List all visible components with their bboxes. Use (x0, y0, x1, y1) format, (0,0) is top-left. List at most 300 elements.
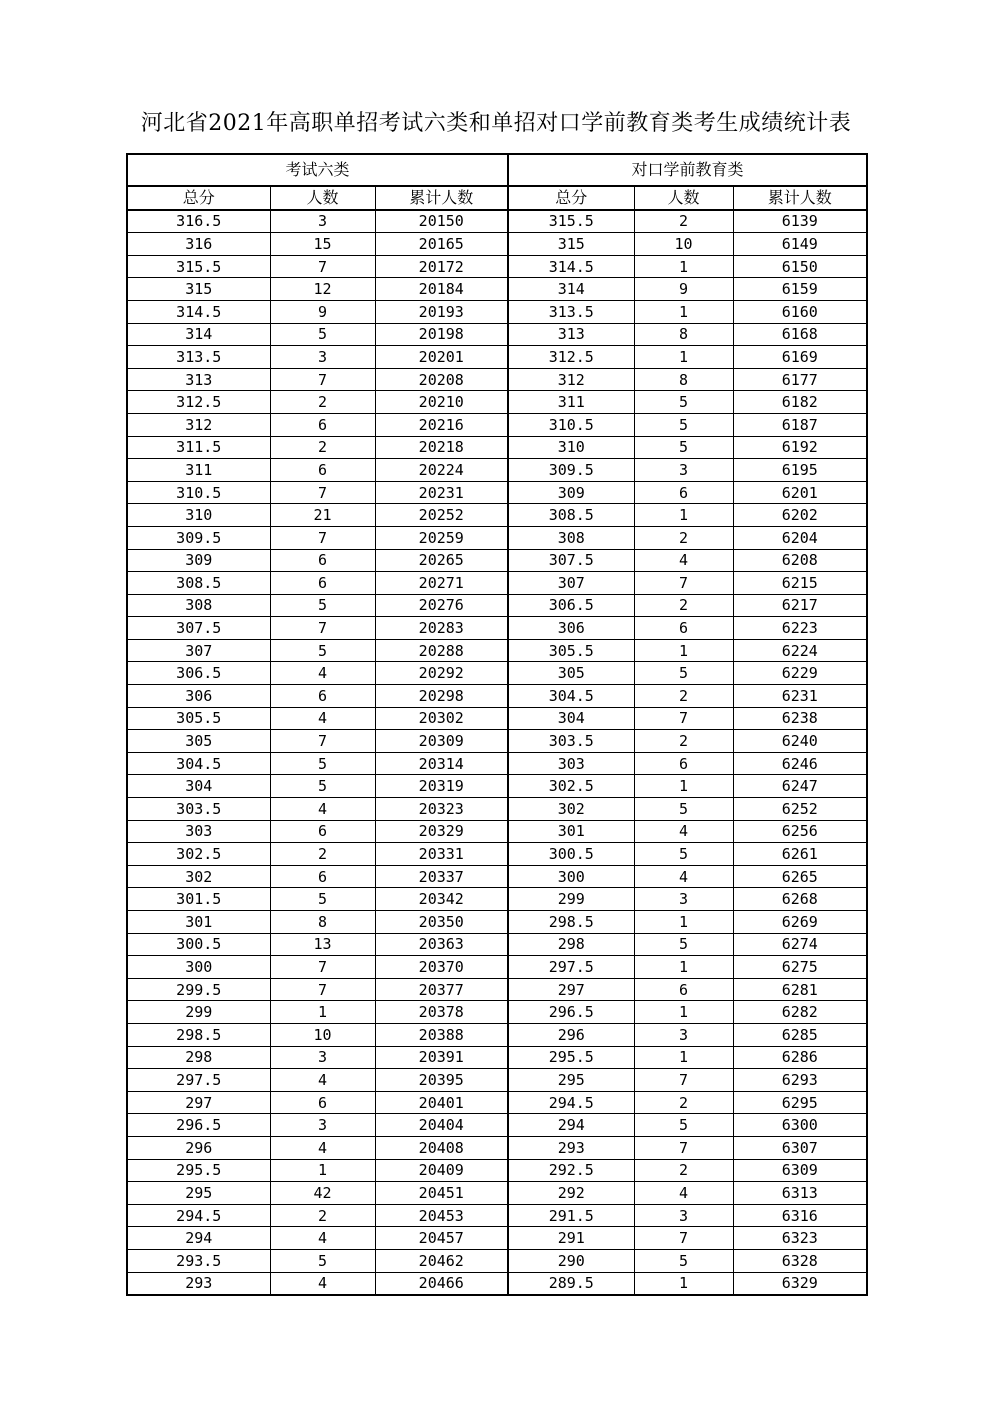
table-row (127, 549, 867, 572)
table-cell: 4 (270, 1227, 375, 1250)
table-cell: 20453 (375, 1204, 508, 1227)
table-cell: 3 (634, 459, 733, 482)
table-cell: 2 (634, 594, 733, 617)
table-cell: 7 (634, 707, 733, 730)
column-header: 人数 (634, 186, 733, 210)
table-cell: 20283 (375, 617, 508, 640)
table-cell: 4 (270, 1069, 375, 1092)
table-cell: 6150 (733, 255, 867, 278)
table-row (127, 368, 867, 391)
table-cell: 6247 (733, 775, 867, 798)
table-cell: 6300 (733, 1114, 867, 1137)
table-cell: 5 (634, 843, 733, 866)
table-cell: 304.5 (508, 685, 634, 708)
table-cell: 9 (270, 300, 375, 323)
table-cell: 2 (634, 685, 733, 708)
table-row (127, 572, 867, 595)
table-cell: 306 (508, 617, 634, 640)
table-cell: 309 (127, 549, 270, 572)
table-row (127, 1249, 867, 1272)
table-cell: 7 (270, 617, 375, 640)
table-cell: 5 (270, 888, 375, 911)
table-cell: 6285 (733, 1023, 867, 1046)
table-cell: 20150 (375, 210, 508, 233)
table-cell: 296 (508, 1023, 634, 1046)
table-cell: 301.5 (127, 888, 270, 911)
table-cell: 4 (634, 865, 733, 888)
table-cell: 20363 (375, 933, 508, 956)
table-cell: 314 (127, 323, 270, 346)
table-cell: 310 (508, 436, 634, 459)
table-cell: 3 (270, 1046, 375, 1069)
table-row (127, 481, 867, 504)
table-cell: 315.5 (127, 255, 270, 278)
table-cell: 7 (634, 1069, 733, 1092)
table-cell: 20462 (375, 1249, 508, 1272)
table-cell: 20231 (375, 481, 508, 504)
table-cell: 314.5 (127, 300, 270, 323)
table-cell: 291.5 (508, 1204, 634, 1227)
table-cell: 311.5 (127, 436, 270, 459)
table-cell: 1 (634, 1001, 733, 1024)
table-cell: 301 (508, 820, 634, 843)
table-cell: 20298 (375, 685, 508, 708)
table-cell: 6 (270, 572, 375, 595)
table-body (127, 154, 867, 1295)
table-cell: 20388 (375, 1023, 508, 1046)
table-cell: 305 (508, 662, 634, 685)
table-cell: 6 (270, 413, 375, 436)
table-cell: 302.5 (127, 843, 270, 866)
table-row (127, 504, 867, 527)
column-header: 人数 (270, 186, 375, 210)
table-cell: 5 (634, 391, 733, 414)
table-cell: 304.5 (127, 752, 270, 775)
table-cell: 7 (634, 572, 733, 595)
table-cell: 1 (634, 255, 733, 278)
table-cell: 293 (127, 1272, 270, 1295)
table-cell: 5 (634, 436, 733, 459)
table-cell: 2 (270, 436, 375, 459)
table-cell: 6168 (733, 323, 867, 346)
table-cell: 6160 (733, 300, 867, 323)
table-cell: 6313 (733, 1182, 867, 1205)
table-cell: 5 (634, 413, 733, 436)
table-cell: 293.5 (127, 1249, 270, 1272)
table-cell: 300.5 (127, 933, 270, 956)
table-cell: 20350 (375, 911, 508, 934)
table-cell: 298 (508, 933, 634, 956)
table-cell: 5 (634, 1114, 733, 1137)
table-cell: 312 (127, 413, 270, 436)
table-cell: 6282 (733, 1001, 867, 1024)
table-cell: 20201 (375, 346, 508, 369)
table-cell: 20218 (375, 436, 508, 459)
table-cell: 4 (634, 549, 733, 572)
table-cell: 20265 (375, 549, 508, 572)
table-cell: 6281 (733, 978, 867, 1001)
table-cell: 10 (634, 233, 733, 256)
table-row (127, 617, 867, 640)
table-row (127, 210, 867, 233)
table-cell: 297 (127, 1091, 270, 1114)
table-row (127, 843, 867, 866)
table-cell: 4 (634, 1182, 733, 1205)
table-cell: 294 (508, 1114, 634, 1137)
table-cell: 7 (270, 526, 375, 549)
table-cell: 6 (270, 549, 375, 572)
table-cell: 2 (634, 1091, 733, 1114)
table-cell: 9 (634, 278, 733, 301)
table-cell: 5 (270, 323, 375, 346)
table-cell: 6195 (733, 459, 867, 482)
table-cell: 306.5 (127, 662, 270, 685)
table-cell: 20457 (375, 1227, 508, 1250)
table-cell: 6217 (733, 594, 867, 617)
table-cell: 306.5 (508, 594, 634, 617)
table-row (127, 978, 867, 1001)
table-cell: 2 (270, 391, 375, 414)
table-cell: 6307 (733, 1136, 867, 1159)
table-cell: 6328 (733, 1249, 867, 1272)
table-cell: 7 (270, 368, 375, 391)
table-cell: 7 (270, 978, 375, 1001)
table-cell: 296 (127, 1136, 270, 1159)
table-cell: 6274 (733, 933, 867, 956)
table-cell: 307.5 (508, 549, 634, 572)
table-cell: 20208 (375, 368, 508, 391)
table-cell: 20271 (375, 572, 508, 595)
table-cell: 305 (127, 730, 270, 753)
table-cell: 1 (270, 1001, 375, 1024)
table-row (127, 391, 867, 414)
table-cell: 20193 (375, 300, 508, 323)
table-cell: 307 (508, 572, 634, 595)
table-cell: 20466 (375, 1272, 508, 1295)
table-cell: 1 (634, 1046, 733, 1069)
table-cell: 300.5 (508, 843, 634, 866)
table-cell: 6139 (733, 210, 867, 233)
table-cell: 313.5 (508, 300, 634, 323)
table-cell: 304 (127, 775, 270, 798)
table-cell: 6268 (733, 888, 867, 911)
table-cell: 12 (270, 278, 375, 301)
table-cell: 316.5 (127, 210, 270, 233)
table-cell: 313.5 (127, 346, 270, 369)
table-cell: 20319 (375, 775, 508, 798)
table-row (127, 323, 867, 346)
table-cell: 315.5 (508, 210, 634, 233)
table-cell: 7 (270, 481, 375, 504)
table-row (127, 1091, 867, 1114)
table-cell: 42 (270, 1182, 375, 1205)
table-cell: 6149 (733, 233, 867, 256)
group-header-row (127, 154, 867, 186)
table-cell: 313 (508, 323, 634, 346)
table-cell: 297.5 (508, 956, 634, 979)
table-row (127, 662, 867, 685)
table-row (127, 1204, 867, 1227)
table-cell: 312.5 (508, 346, 634, 369)
table-row (127, 1136, 867, 1159)
table-cell: 5 (634, 798, 733, 821)
table-cell: 302 (508, 798, 634, 821)
table-cell: 10 (270, 1023, 375, 1046)
table-cell: 294.5 (508, 1091, 634, 1114)
table-row (127, 300, 867, 323)
table-cell: 303.5 (508, 730, 634, 753)
table-row (127, 911, 867, 934)
table-cell: 6293 (733, 1069, 867, 1092)
table-cell: 20252 (375, 504, 508, 527)
table-cell: 20288 (375, 639, 508, 662)
table-row (127, 346, 867, 369)
table-cell: 5 (270, 639, 375, 662)
table-row (127, 1114, 867, 1137)
table-row (127, 526, 867, 549)
table-cell: 6231 (733, 685, 867, 708)
table-cell: 7 (270, 255, 375, 278)
table-cell: 6208 (733, 549, 867, 572)
table-cell: 7 (270, 730, 375, 753)
table-cell: 6 (634, 617, 733, 640)
table-cell: 6252 (733, 798, 867, 821)
table-cell: 6204 (733, 526, 867, 549)
table-cell: 292.5 (508, 1159, 634, 1182)
table-cell: 4 (270, 662, 375, 685)
table-row (127, 685, 867, 708)
table-cell: 310 (127, 504, 270, 527)
table-cell: 20370 (375, 956, 508, 979)
table-cell: 20172 (375, 255, 508, 278)
table-cell: 295.5 (508, 1046, 634, 1069)
table-cell: 6229 (733, 662, 867, 685)
table-cell: 2 (634, 526, 733, 549)
table-row (127, 1182, 867, 1205)
table-cell: 13 (270, 933, 375, 956)
table-cell: 298.5 (127, 1023, 270, 1046)
table-cell: 305.5 (508, 639, 634, 662)
table-cell: 315 (508, 233, 634, 256)
column-header: 总分 (508, 186, 634, 210)
table-cell: 296.5 (127, 1114, 270, 1137)
table-cell: 6329 (733, 1272, 867, 1295)
table-cell: 298.5 (508, 911, 634, 934)
table-cell: 291 (508, 1227, 634, 1250)
table-cell: 308.5 (508, 504, 634, 527)
table-cell: 302.5 (508, 775, 634, 798)
table-cell: 6 (634, 481, 733, 504)
table-cell: 8 (634, 368, 733, 391)
table-cell: 6 (270, 865, 375, 888)
table-cell: 8 (634, 323, 733, 346)
table-row (127, 933, 867, 956)
table-cell: 6 (634, 752, 733, 775)
table-cell: 293 (508, 1136, 634, 1159)
table-cell: 307.5 (127, 617, 270, 640)
table-cell: 20404 (375, 1114, 508, 1137)
group-header-preschool: 对口学前教育类 (508, 154, 867, 186)
table-cell: 289.5 (508, 1272, 634, 1295)
table-cell: 6201 (733, 481, 867, 504)
table-cell: 8 (270, 911, 375, 934)
table-cell: 306 (127, 685, 270, 708)
table-cell: 6286 (733, 1046, 867, 1069)
document-title: 河北省2021年高职单招考试六类和单招对口学前教育类考生成绩统计表 (140, 111, 852, 136)
table-cell: 20409 (375, 1159, 508, 1182)
table-cell: 6 (270, 1091, 375, 1114)
table-cell: 6261 (733, 843, 867, 866)
table-cell: 6240 (733, 730, 867, 753)
table-cell: 299.5 (127, 978, 270, 1001)
table-cell: 6 (270, 685, 375, 708)
table-cell: 300 (127, 956, 270, 979)
table-cell: 20331 (375, 843, 508, 866)
table-cell: 313 (127, 368, 270, 391)
table-cell: 314 (508, 278, 634, 301)
table-row (127, 798, 867, 821)
table-cell: 7 (270, 956, 375, 979)
table-cell: 2 (270, 1204, 375, 1227)
table-cell: 299 (127, 1001, 270, 1024)
table-cell: 1 (270, 1159, 375, 1182)
table-cell: 7 (634, 1227, 733, 1250)
table-cell: 316 (127, 233, 270, 256)
table-cell: 299 (508, 888, 634, 911)
table-cell: 1 (634, 346, 733, 369)
table-cell: 3 (270, 346, 375, 369)
table-cell: 6169 (733, 346, 867, 369)
table-cell: 4 (270, 1272, 375, 1295)
table-row (127, 752, 867, 775)
table-cell: 290 (508, 1249, 634, 1272)
table-cell: 20302 (375, 707, 508, 730)
table-cell: 4 (270, 707, 375, 730)
group-header-exam-six: 考试六类 (127, 154, 508, 186)
table-cell: 305.5 (127, 707, 270, 730)
table-cell: 3 (634, 888, 733, 911)
table-cell: 3 (634, 1023, 733, 1046)
table-cell: 20401 (375, 1091, 508, 1114)
table-cell: 301 (127, 911, 270, 934)
table-cell: 309.5 (127, 526, 270, 549)
table-cell: 310.5 (508, 413, 634, 436)
table-row (127, 413, 867, 436)
table-row (127, 459, 867, 482)
table-cell: 314.5 (508, 255, 634, 278)
table-row (127, 436, 867, 459)
table-cell: 20337 (375, 865, 508, 888)
table-cell: 20224 (375, 459, 508, 482)
table-cell: 300 (508, 865, 634, 888)
table-row (127, 775, 867, 798)
table-cell: 310.5 (127, 481, 270, 504)
table-cell: 6295 (733, 1091, 867, 1114)
table-row (127, 956, 867, 979)
table-cell: 296.5 (508, 1001, 634, 1024)
column-header: 总分 (127, 186, 270, 210)
table-cell: 5 (270, 775, 375, 798)
column-header: 累计人数 (375, 186, 508, 210)
table-cell: 312 (508, 368, 634, 391)
table-cell: 5 (270, 1249, 375, 1272)
table-cell: 5 (270, 594, 375, 617)
table-cell: 20309 (375, 730, 508, 753)
table-cell: 6238 (733, 707, 867, 730)
table-cell: 5 (634, 933, 733, 956)
table-cell: 1 (634, 639, 733, 662)
table-row (127, 278, 867, 301)
table-cell: 295 (508, 1069, 634, 1092)
table-cell: 20329 (375, 820, 508, 843)
table-cell: 294.5 (127, 1204, 270, 1227)
table-row (127, 1046, 867, 1069)
table-cell: 2 (634, 730, 733, 753)
table-cell: 292 (508, 1182, 634, 1205)
table-cell: 2 (634, 210, 733, 233)
table-row (127, 1069, 867, 1092)
table-cell: 20210 (375, 391, 508, 414)
table-cell: 308.5 (127, 572, 270, 595)
table-cell: 3 (634, 1204, 733, 1227)
table-cell: 20451 (375, 1182, 508, 1205)
table-cell: 6224 (733, 639, 867, 662)
table-cell: 15 (270, 233, 375, 256)
table-row (127, 820, 867, 843)
table-row (127, 1272, 867, 1295)
table-cell: 20216 (375, 413, 508, 436)
table-cell: 6246 (733, 752, 867, 775)
table-cell: 303 (508, 752, 634, 775)
column-header: 累计人数 (733, 186, 867, 210)
table-cell: 20391 (375, 1046, 508, 1069)
table-row (127, 888, 867, 911)
table-cell: 20292 (375, 662, 508, 685)
table-cell: 6309 (733, 1159, 867, 1182)
table-cell: 6316 (733, 1204, 867, 1227)
table-cell: 6215 (733, 572, 867, 595)
table-cell: 312.5 (127, 391, 270, 414)
table-cell: 309.5 (508, 459, 634, 482)
table-cell: 6265 (733, 865, 867, 888)
table-cell: 20408 (375, 1136, 508, 1159)
table-cell: 6256 (733, 820, 867, 843)
table-cell: 295.5 (127, 1159, 270, 1182)
table-row (127, 594, 867, 617)
table-cell: 315 (127, 278, 270, 301)
table-cell: 294 (127, 1227, 270, 1250)
table-cell: 20314 (375, 752, 508, 775)
table-row (127, 1001, 867, 1024)
table-cell: 20395 (375, 1069, 508, 1092)
table-cell: 4 (634, 820, 733, 843)
table-cell: 311 (508, 391, 634, 414)
table-cell: 309 (508, 481, 634, 504)
table-cell: 298 (127, 1046, 270, 1069)
table-row (127, 707, 867, 730)
table-cell: 20198 (375, 323, 508, 346)
table-cell: 6177 (733, 368, 867, 391)
table-cell: 21 (270, 504, 375, 527)
table-cell: 308 (127, 594, 270, 617)
table-cell: 5 (270, 752, 375, 775)
table-cell: 4 (270, 1136, 375, 1159)
table-cell: 6223 (733, 617, 867, 640)
table-cell: 20342 (375, 888, 508, 911)
table-cell: 20377 (375, 978, 508, 1001)
table-cell: 1 (634, 956, 733, 979)
table-row (127, 1023, 867, 1046)
